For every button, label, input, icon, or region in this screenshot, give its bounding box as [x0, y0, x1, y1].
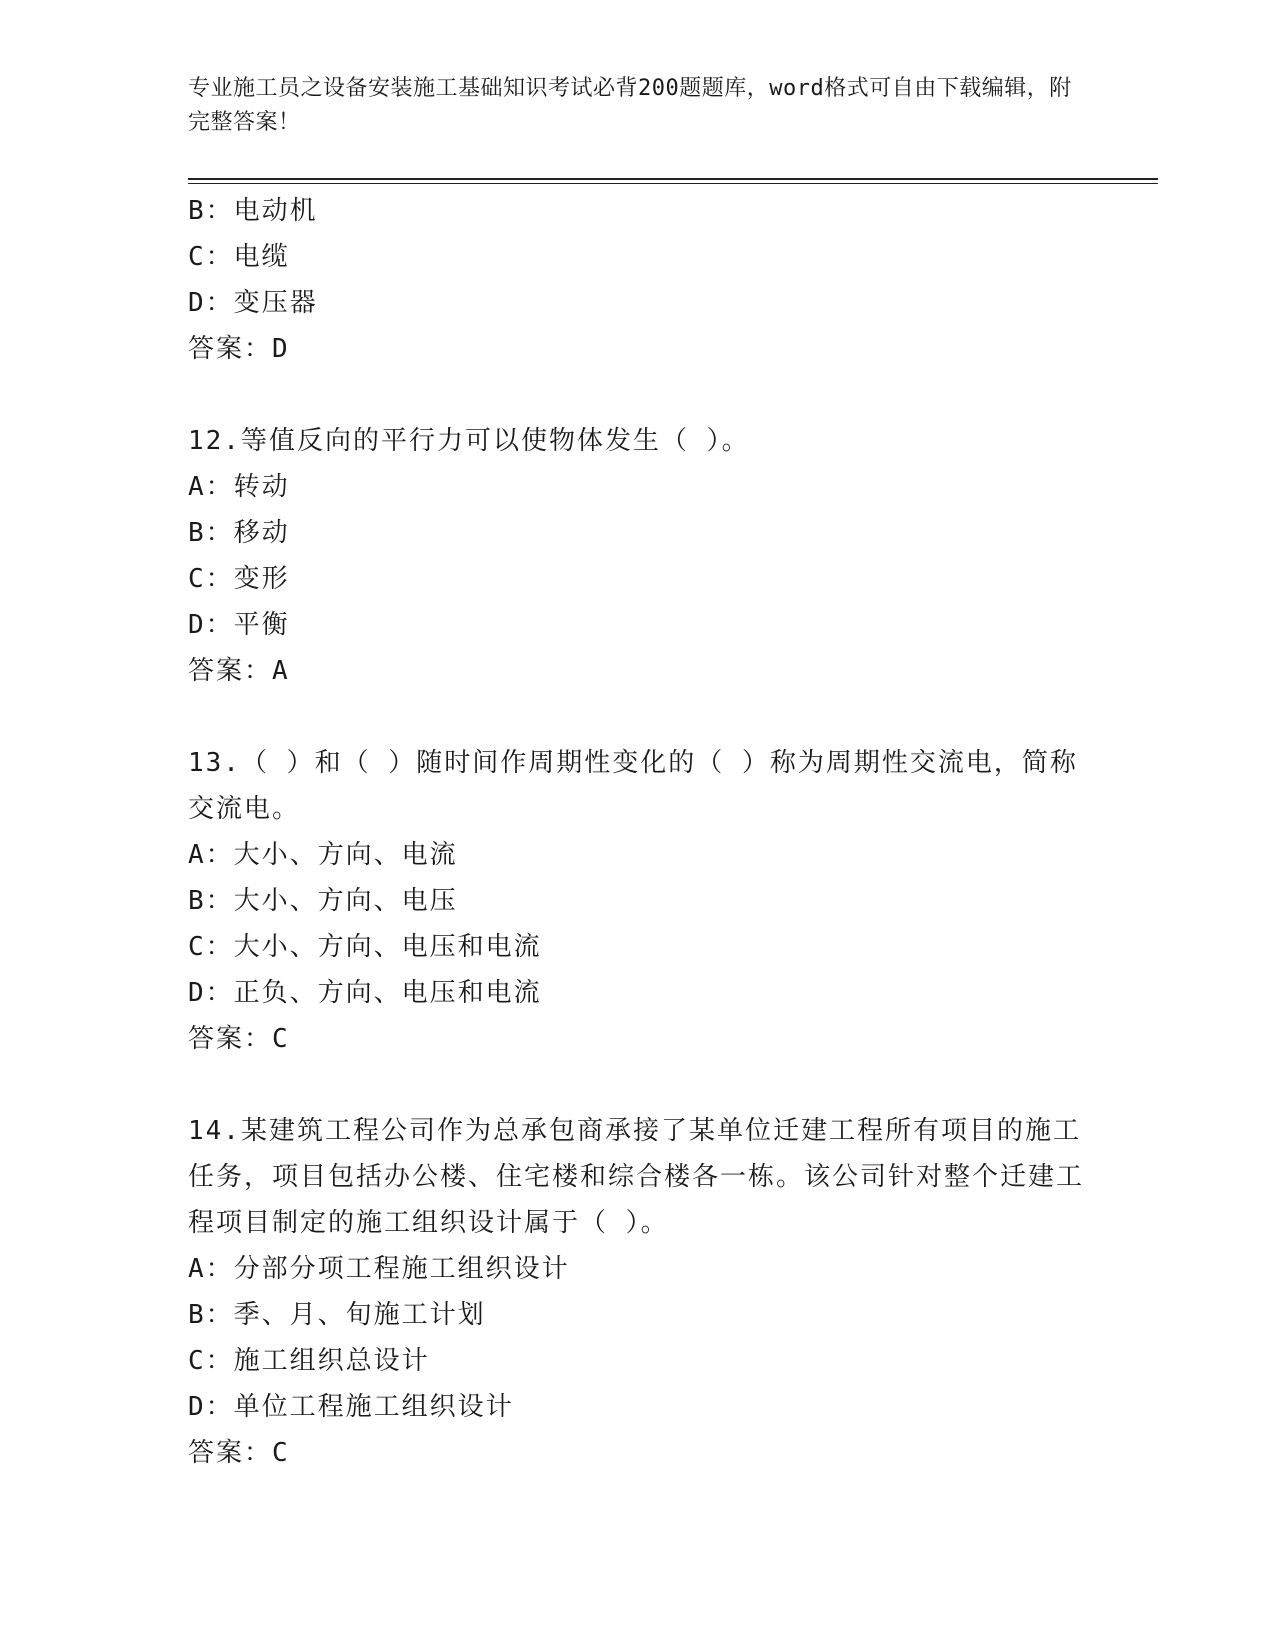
option-c: C：电缆	[188, 242, 290, 272]
answer-line: 答案：D	[188, 334, 290, 364]
question-stem: 12.等值反向的平行力可以使物体发生（ ）。	[188, 426, 750, 456]
question-stem: 14.某建筑工程公司作为总承包商承接了某单位迁建工程所有项目的施工任务，项目包括办公楼、住宅楼和综合楼各一栋。该公司针对整个迁建工程项目制定的施工组织设计属于（ ）。	[188, 1116, 1085, 1238]
option-c: C：施工组织总设计	[188, 1346, 430, 1376]
question-stem: 13.（ ）和（ ）随时间作周期性变化的（ ）称为周期性交流电，简称交流电。	[188, 748, 1078, 824]
question-list	[188, 188, 1088, 1476]
option-c: C：大小、方向、电压和电流	[188, 932, 542, 962]
option-a: A：大小、方向、电流	[188, 840, 458, 870]
header-divider-thin	[188, 183, 1158, 184]
option-d: D：单位工程施工组织设计	[188, 1392, 514, 1422]
answer-line: 答案：C	[188, 1438, 290, 1468]
header-title: 专业施工员之设备安装施工基础知识考试必背200题题库，word格式可自由下载编辑，附完整答案！	[188, 76, 1072, 135]
option-b: B：大小、方向、电压	[188, 886, 458, 916]
header-divider-thick	[188, 178, 1158, 180]
option-d: D：正负、方向、电压和电流	[188, 978, 542, 1008]
option-a: A：分部分项工程施工组织设计	[188, 1254, 570, 1284]
question-14	[188, 1108, 1088, 1476]
option-b: B：电动机	[188, 196, 318, 226]
option-d: D：变压器	[188, 288, 318, 318]
answer-line: 答案：A	[188, 656, 290, 686]
option-a: A：转动	[188, 472, 290, 502]
option-b: B：移动	[188, 518, 290, 548]
option-b: B：季、月、旬施工计划	[188, 1300, 486, 1330]
option-d: D：平衡	[188, 610, 290, 640]
question-12	[188, 418, 1088, 694]
question-13	[188, 740, 1088, 1062]
document-header	[188, 72, 1088, 140]
option-c: C：变形	[188, 564, 290, 594]
question-11-continued	[188, 188, 1088, 372]
answer-line: 答案：C	[188, 1024, 290, 1054]
